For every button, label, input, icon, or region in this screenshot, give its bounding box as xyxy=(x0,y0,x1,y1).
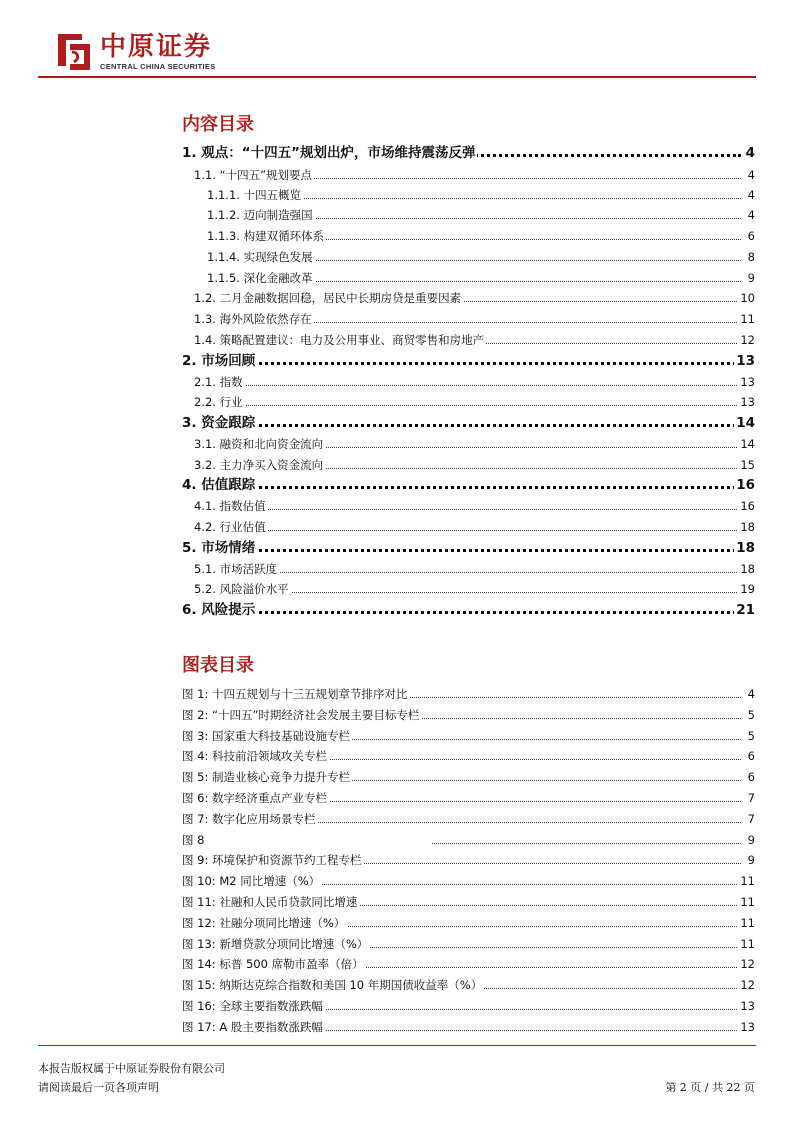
page-header xyxy=(0,0,793,80)
figure-entry-label: 图 5: 制造业核心竞争力提升专栏 xyxy=(182,767,352,787)
figure-entry-page: 6 xyxy=(746,767,755,787)
toc-entry-page: 4 xyxy=(746,205,755,225)
toc-entry[interactable] xyxy=(0,455,793,475)
toc-entry[interactable] xyxy=(0,330,793,350)
figure-entry-label: 图 8 xyxy=(182,830,206,850)
figure-entry-label: 图 1: 十四五规划与十三五规划章节排序对比 xyxy=(182,684,410,704)
logo-chinese-name: 中原证券 xyxy=(100,32,213,62)
toc-entry-text: 二月金融数据回稳，居民中长期房贷是重要因素 xyxy=(219,291,462,305)
toc-entry-label xyxy=(182,143,477,163)
toc-entry-label xyxy=(194,434,325,454)
toc-entry-label xyxy=(194,330,486,350)
footer-divider xyxy=(38,1045,756,1046)
toc-entry-page: 13 xyxy=(736,353,755,369)
figure-entry-page: 5 xyxy=(746,705,755,725)
figure-entry[interactable] xyxy=(0,830,793,850)
figure-entry[interactable] xyxy=(0,934,793,954)
toc-entry[interactable] xyxy=(0,226,793,246)
toc-entry[interactable] xyxy=(0,434,793,454)
figure-entry[interactable] xyxy=(0,726,793,746)
figure-entry[interactable] xyxy=(0,871,793,891)
toc-entry-number: 1. xyxy=(182,145,197,161)
toc-entry-label xyxy=(207,226,326,246)
toc-entry-text: 融资和北向资金流向 xyxy=(219,437,324,451)
header-divider xyxy=(38,76,756,78)
toc-entry[interactable] xyxy=(0,288,793,308)
figure-entry-label: 图 10: M2 同比增速（%） xyxy=(182,871,322,891)
toc-entry-text: 市场活跃度 xyxy=(219,562,278,576)
toc-entry-number: 1.1.2. xyxy=(207,208,240,222)
figure-entry-page: 9 xyxy=(746,830,755,850)
toc-title: 内容目录 xyxy=(182,114,254,135)
toc-entry-text: 指数 xyxy=(219,375,243,389)
toc-entry-page: 4 xyxy=(746,185,755,205)
toc-entry-number: 4. xyxy=(182,477,197,493)
toc-entry-label xyxy=(194,496,268,516)
toc-entry[interactable] xyxy=(0,205,793,225)
toc-entry-label xyxy=(207,268,315,288)
toc-entry[interactable] xyxy=(0,247,793,267)
figure-entry-label: 图 3: 国家重大科技基础设施专栏 xyxy=(182,726,352,746)
toc-entry[interactable] xyxy=(0,185,793,205)
toc-entry-page: 14 xyxy=(736,415,755,431)
toc-entry-page: 15 xyxy=(738,455,755,475)
toc-entry-label xyxy=(207,185,303,205)
toc-entry-label xyxy=(194,517,268,537)
toc-entry-page: 16 xyxy=(738,496,755,516)
figure-entry-label: 图 6: 数字经济重点产业专栏 xyxy=(182,788,329,808)
toc-entry-page: 19 xyxy=(738,579,755,599)
toc-entry[interactable] xyxy=(0,538,793,558)
toc-entry-text: 观点：“十四五”规划出炉，市场维持震荡反弹 xyxy=(201,145,476,161)
figure-entry-page: 11 xyxy=(738,892,755,912)
toc-entry-text: 十四五概览 xyxy=(243,188,302,202)
figure-entry[interactable] xyxy=(0,746,793,766)
toc-entry-number: 1.4. xyxy=(194,333,216,347)
toc-entry-text: 资金跟踪 xyxy=(201,415,256,431)
toc-entry-page: 9 xyxy=(746,268,755,288)
figure-entry-label: 图 2: “十四五”时期经济社会发展主要目标专栏 xyxy=(182,705,421,725)
figure-entry[interactable] xyxy=(0,996,793,1016)
toc-entry-label xyxy=(182,600,257,620)
toc-entry-label xyxy=(194,165,314,185)
toc-entry-text: 风险溢价水平 xyxy=(219,582,289,596)
toc-entry-text: 风险提示 xyxy=(201,602,256,618)
toc-entry-page: 11 xyxy=(738,309,755,329)
toc-entry[interactable] xyxy=(0,143,793,163)
figure-entry-page: 7 xyxy=(746,788,755,808)
figure-entry-label: 图 12: 社融分项同比增速（%） xyxy=(182,913,347,933)
toc-entry-number: 1.1.1. xyxy=(207,188,240,202)
figure-entry-label: 图 17: A 股主要指数涨跌幅 xyxy=(182,1017,325,1037)
toc-entry-number: 1.1. xyxy=(194,168,216,182)
toc-leader-dots xyxy=(194,385,741,386)
toc-entry-number: 3.1. xyxy=(194,437,216,451)
figure-entry[interactable] xyxy=(0,809,793,829)
toc-leader-dots xyxy=(182,486,741,489)
toc-entry-number: 3. xyxy=(182,415,197,431)
toc-entry-number: 1.1.4. xyxy=(207,250,240,264)
figure-entry-label: 图 16: 全球主要指数涨跌幅 xyxy=(182,996,325,1016)
toc-entry-text: “十四五”规划要点 xyxy=(219,168,313,182)
toc-entry-text: 估值跟踪 xyxy=(201,477,256,493)
toc-entry-text: 策略配置建议：电力及公用事业、商贸零售和房地产 xyxy=(219,333,485,347)
toc-entry[interactable] xyxy=(0,165,793,185)
figure-entry-page: 7 xyxy=(746,809,755,829)
figure-entry-label: 图 9: 环境保护和资源节约工程专栏 xyxy=(182,850,364,870)
toc-entry-page: 16 xyxy=(736,477,755,493)
toc-entry-text: 迈向制造强国 xyxy=(243,208,313,222)
toc-entry-text: 行业 xyxy=(219,395,243,409)
toc-entry-page: 8 xyxy=(746,247,755,267)
toc-entry-text: 行业估值 xyxy=(219,520,266,534)
toc-leader-dots xyxy=(182,611,741,614)
figure-entry-page: 6 xyxy=(746,746,755,766)
toc-entry-number: 5.2. xyxy=(194,582,216,596)
toc-entry[interactable] xyxy=(0,496,793,516)
toc-entry-text: 实现绿色发展 xyxy=(243,250,313,264)
toc-entry[interactable] xyxy=(0,309,793,329)
figure-entry-label: 图 7: 数字化应用场景专栏 xyxy=(182,809,318,829)
toc-entry-text: 主力净买入资金流向 xyxy=(219,458,324,472)
figure-entry[interactable] xyxy=(0,705,793,725)
toc-entry-page: 18 xyxy=(738,517,755,537)
toc-entry[interactable] xyxy=(0,600,793,620)
toc-entry-number: 2.2. xyxy=(194,395,216,409)
footer-disclaimer: 请阅读最后一页各项声明 xyxy=(38,1081,159,1094)
toc-entry-number: 2.1. xyxy=(194,375,216,389)
toc-entry-label xyxy=(194,309,314,329)
toc-leader-dots xyxy=(194,405,741,406)
figure-entry-page: 11 xyxy=(738,934,755,954)
toc-entry-number: 5. xyxy=(182,540,197,556)
toc-entry-label xyxy=(207,205,315,225)
toc-entry-number: 1.3. xyxy=(194,312,216,326)
toc-entry-label xyxy=(182,413,257,433)
figure-entry-page: 13 xyxy=(738,1017,755,1037)
toc-entry[interactable] xyxy=(0,517,793,537)
figure-entry-page: 4 xyxy=(746,684,755,704)
toc-entry-label xyxy=(194,392,245,412)
toc-entry[interactable] xyxy=(0,559,793,579)
toc-entry-page: 13 xyxy=(738,392,755,412)
toc-entry-number: 1.2. xyxy=(194,291,216,305)
toc-entry-page: 4 xyxy=(746,165,755,185)
figure-entry-label: 图 11: 社融和人民币贷款同比增速 xyxy=(182,892,359,912)
figure-entry-label: 图 14: 标普 500 席勒市盈率（倍） xyxy=(182,954,366,974)
figure-entry-label: 图 4: 科技前沿领域攻关专栏 xyxy=(182,746,329,766)
figure-entry-page: 5 xyxy=(746,726,755,746)
toc-entry-number: 1.1.5. xyxy=(207,271,240,285)
toc-entry-number: 1.1.3. xyxy=(207,229,240,243)
toc-entry-label xyxy=(194,579,291,599)
toc-entry-number: 4.2. xyxy=(194,520,216,534)
toc-entry-page: 18 xyxy=(736,540,755,556)
toc-entry-page: 18 xyxy=(738,559,755,579)
figure-entry[interactable] xyxy=(0,892,793,912)
toc-entry-label xyxy=(194,559,279,579)
toc-entry[interactable] xyxy=(0,351,793,371)
toc-entry-page: 6 xyxy=(746,226,755,246)
figure-entry-label: 图 15: 纳斯达克综合指数和美国 10 年期国债收益率（%） xyxy=(182,975,484,995)
figure-entry[interactable] xyxy=(0,684,793,704)
toc-entry[interactable] xyxy=(0,372,793,392)
toc-entry-label xyxy=(182,475,257,495)
company-logo-icon xyxy=(54,30,94,72)
toc-entry-text: 深化金融改革 xyxy=(243,271,313,285)
toc-entry-text: 海外风险依然存在 xyxy=(219,312,312,326)
toc-entry-number: 6. xyxy=(182,602,197,618)
toc-leader-dots xyxy=(194,530,741,531)
figures-title: 图表目录 xyxy=(182,655,254,676)
figure-entry[interactable] xyxy=(0,850,793,870)
toc-entry-label xyxy=(182,538,257,558)
toc-leader-dots xyxy=(182,424,741,427)
toc-entry-number: 5.1. xyxy=(194,562,216,576)
toc-entry-page: 21 xyxy=(736,602,755,618)
figure-leader-dots xyxy=(432,843,741,844)
toc-entry-text: 市场情绪 xyxy=(201,540,256,556)
toc-entry-number: 3.2. xyxy=(194,458,216,472)
toc-entry-page: 13 xyxy=(738,372,755,392)
toc-entry-text: 市场回顾 xyxy=(201,353,256,369)
toc-entry-label xyxy=(194,288,463,308)
toc-entry-label xyxy=(194,455,325,475)
toc-entry-number: 2. xyxy=(182,353,197,369)
footer-page-info: 第 2 页 / 共 22 页 xyxy=(665,1081,755,1094)
toc-entry[interactable] xyxy=(0,268,793,288)
figure-entry[interactable] xyxy=(0,954,793,974)
toc-leader-dots xyxy=(194,509,741,510)
figure-entry-page: 13 xyxy=(738,996,755,1016)
figure-entry-page: 11 xyxy=(738,913,755,933)
figure-entry-page: 9 xyxy=(746,850,755,870)
toc-entry-page: 14 xyxy=(738,434,755,454)
figure-entry-page: 12 xyxy=(738,975,755,995)
toc-entry-text: 指数估值 xyxy=(219,499,266,513)
toc-entry-text: 构建双循环体系 xyxy=(243,229,325,243)
figure-entry-page: 11 xyxy=(738,871,755,891)
toc-entry-page: 12 xyxy=(738,330,755,350)
figure-entry-page: 12 xyxy=(738,954,755,974)
toc-entry[interactable] xyxy=(0,475,793,495)
figure-entry-label: 图 13: 新增贷款分项同比增速（%） xyxy=(182,934,370,954)
figure-entry[interactable] xyxy=(0,975,793,995)
toc-entry[interactable] xyxy=(0,392,793,412)
logo-english-name: CENTRAL CHINA SECURITIES xyxy=(100,62,216,71)
toc-entry[interactable] xyxy=(0,579,793,599)
toc-leader-dots xyxy=(182,362,741,365)
toc-entry-label xyxy=(194,372,245,392)
toc-entry-page: 4 xyxy=(745,145,755,161)
toc-entry-label xyxy=(182,351,257,371)
figure-entry[interactable] xyxy=(0,913,793,933)
toc-leader-dots xyxy=(182,549,741,552)
toc-entry-page: 10 xyxy=(738,288,755,308)
figure-entry[interactable] xyxy=(0,767,793,787)
figure-entry[interactable] xyxy=(0,788,793,808)
toc-entry[interactable] xyxy=(0,413,793,433)
toc-entry-number: 4.1. xyxy=(194,499,216,513)
figure-entry[interactable] xyxy=(0,1017,793,1037)
footer-copyright: 本报告版权属于中原证券股份有限公司 xyxy=(38,1062,225,1075)
toc-entry-label xyxy=(207,247,315,267)
